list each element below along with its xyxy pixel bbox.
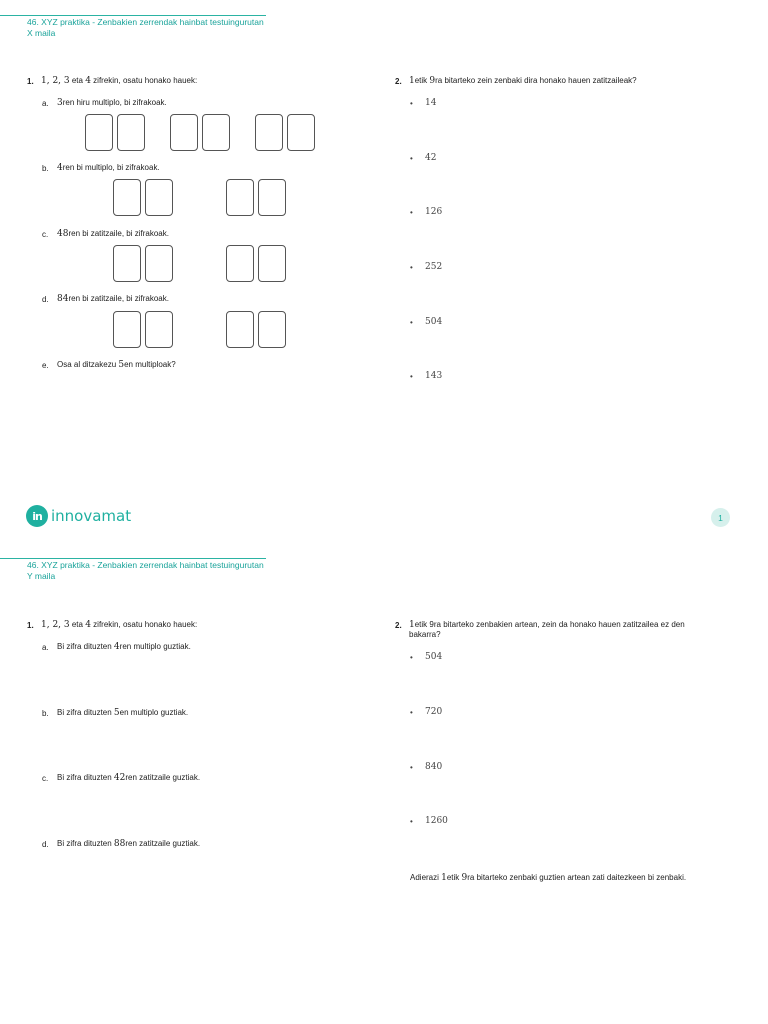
item-letter: b. xyxy=(42,164,49,173)
question-text xyxy=(409,76,637,86)
number-value: 252 xyxy=(425,262,443,272)
text-fragment: Bi zifra dituzten xyxy=(57,839,114,848)
text-fragment: Osa al ditzakezu xyxy=(57,360,119,369)
item-letter: c. xyxy=(42,774,49,783)
innovamat-logo-icon: in xyxy=(26,505,48,527)
math-expression: 4 xyxy=(85,620,91,630)
worksheet-level: X maila xyxy=(27,28,56,38)
math-expression: 9 xyxy=(461,873,468,883)
question-text xyxy=(409,620,739,640)
worksheet-title: 46. XYZ praktika - Zenbakien zerrendak hainbat testuingurutan xyxy=(27,560,264,570)
text-fragment: Adierazi xyxy=(410,873,442,882)
item-letter: d. xyxy=(42,295,49,304)
number-value: 720 xyxy=(425,707,443,717)
text-fragment: ren multiplo guztiak. xyxy=(119,642,191,651)
header-rule xyxy=(0,558,266,559)
text-fragment: en multiplo guztiak. xyxy=(119,708,189,717)
text-fragment: zifrekin, osatu honako hauek: xyxy=(90,620,198,629)
bullet-dot-icon: • xyxy=(410,154,413,163)
text-fragment: etik xyxy=(446,873,462,882)
question-number: 2. xyxy=(395,77,402,86)
digit-box[interactable] xyxy=(113,179,141,216)
header-rule xyxy=(0,15,266,16)
question-number: 2. xyxy=(395,621,402,630)
text-fragment: zifrekin, osatu honako hauek: xyxy=(90,76,198,85)
text-fragment: ra bitarteko zenbaki guztien artean zati daitezkeen bi zenbaki. xyxy=(467,873,687,882)
bullet-dot-icon: • xyxy=(410,763,413,772)
math-expression: 5 xyxy=(113,708,120,718)
text-fragment: etik 9ra bitarteko zenbakien artean, zein da honako hauen zatitzailea ez den xyxy=(414,620,685,629)
item-letter: d. xyxy=(42,840,49,849)
number-value: 504 xyxy=(425,652,443,662)
question-number: 1. xyxy=(27,621,34,630)
item-letter: e. xyxy=(42,361,49,370)
item-text xyxy=(57,773,200,783)
item-text xyxy=(57,642,191,652)
question-text xyxy=(41,620,197,630)
math-expression: 1 xyxy=(409,76,415,86)
item-text xyxy=(57,839,200,849)
text-fragment: ra bitarteko zein zenbaki dira honako hauen zatitzaileak? xyxy=(435,76,637,85)
text-fragment: etik xyxy=(414,76,430,85)
math-expression: 1 xyxy=(441,873,447,883)
digit-box[interactable] xyxy=(85,114,113,151)
item-letter: a. xyxy=(42,643,49,652)
text-fragment: en multiploak? xyxy=(124,360,176,369)
item-text xyxy=(57,229,169,239)
bullet-dot-icon: • xyxy=(410,99,413,108)
math-expression: 84 xyxy=(57,294,69,304)
digit-box[interactable] xyxy=(287,114,315,151)
page-number-badge: 1 xyxy=(711,508,730,527)
text-fragment: Bi zifra dituzten xyxy=(57,773,114,782)
item-text xyxy=(57,708,188,718)
math-expression: 48 xyxy=(57,229,69,239)
text-fragment: ren bi zatitzaile, bi zifrakoak. xyxy=(68,229,169,238)
math-expression: 3 xyxy=(57,98,63,108)
bullet-dot-icon: • xyxy=(410,708,413,717)
math-expression: 1 xyxy=(409,620,415,630)
digit-box[interactable] xyxy=(202,114,230,151)
item-text xyxy=(57,163,160,173)
math-expression: 42 xyxy=(113,773,126,783)
digit-box[interactable] xyxy=(113,245,141,282)
item-text xyxy=(57,98,167,108)
text-fragment: ren bi zatitzaile, bi zifrakoak. xyxy=(68,294,169,303)
bullet-dot-icon: • xyxy=(410,263,413,272)
question-number: 1. xyxy=(27,77,34,86)
worksheet-level: Y maila xyxy=(27,571,56,581)
digit-box[interactable] xyxy=(226,311,254,348)
item-text xyxy=(57,294,169,304)
logo-wordmark: innovamat xyxy=(51,507,132,525)
bullet-dot-icon: • xyxy=(410,372,413,381)
number-value: 42 xyxy=(425,153,437,163)
text-fragment: Bi zifra dituzten xyxy=(57,642,114,651)
bullet-dot-icon: • xyxy=(410,208,413,217)
item-letter: c. xyxy=(42,230,49,239)
digit-box[interactable] xyxy=(258,179,286,216)
digit-box[interactable] xyxy=(113,311,141,348)
digit-box[interactable] xyxy=(117,114,145,151)
number-value: 14 xyxy=(425,98,437,108)
digit-box[interactable] xyxy=(145,179,173,216)
item-letter: a. xyxy=(42,99,49,108)
item-letter: b. xyxy=(42,709,49,718)
digit-box[interactable] xyxy=(145,245,173,282)
digit-box[interactable] xyxy=(258,245,286,282)
bullet-dot-icon: • xyxy=(410,817,413,826)
text-fragment: ren bi multiplo, bi zifrakoak. xyxy=(62,163,160,172)
math-expression: 1, 2, 3 xyxy=(41,76,70,86)
innovamat-logo xyxy=(26,504,131,528)
number-value: 143 xyxy=(425,371,443,381)
digit-box[interactable] xyxy=(258,311,286,348)
text-fragment: ren hiru multiplo, bi zifrakoak. xyxy=(62,98,167,107)
math-expression: 4 xyxy=(57,163,63,173)
number-value: 504 xyxy=(425,317,443,327)
text-fragment: bakarra? xyxy=(409,630,441,639)
number-value: 126 xyxy=(425,207,443,217)
bullet-dot-icon: • xyxy=(410,318,413,327)
text-fragment: eta xyxy=(69,76,86,85)
digit-box[interactable] xyxy=(226,245,254,282)
text-fragment: ren zatitzaile guztiak. xyxy=(125,839,201,848)
digit-box[interactable] xyxy=(255,114,283,151)
math-expression: 4 xyxy=(113,642,120,652)
digit-box[interactable] xyxy=(226,179,254,216)
item-text xyxy=(57,360,176,370)
bullet-dot-icon: • xyxy=(410,653,413,662)
math-expression: 4 xyxy=(85,76,91,86)
math-expression: 1, 2, 3 xyxy=(41,620,70,630)
text-fragment: Bi zifra dituzten xyxy=(57,708,114,717)
number-value: 1260 xyxy=(425,816,448,826)
number-value: 840 xyxy=(425,762,443,772)
text-fragment: eta xyxy=(69,620,86,629)
digit-box[interactable] xyxy=(170,114,198,151)
math-expression: 9 xyxy=(429,76,436,86)
extra-instruction xyxy=(410,873,686,883)
math-expression: 5 xyxy=(118,360,125,370)
text-fragment: ren zatitzaile guztiak. xyxy=(125,773,201,782)
question-text xyxy=(41,76,197,86)
worksheet-title: 46. XYZ praktika - Zenbakien zerrendak hainbat testuingurutan xyxy=(27,17,264,27)
digit-box[interactable] xyxy=(145,311,173,348)
math-expression: 88 xyxy=(113,839,126,849)
